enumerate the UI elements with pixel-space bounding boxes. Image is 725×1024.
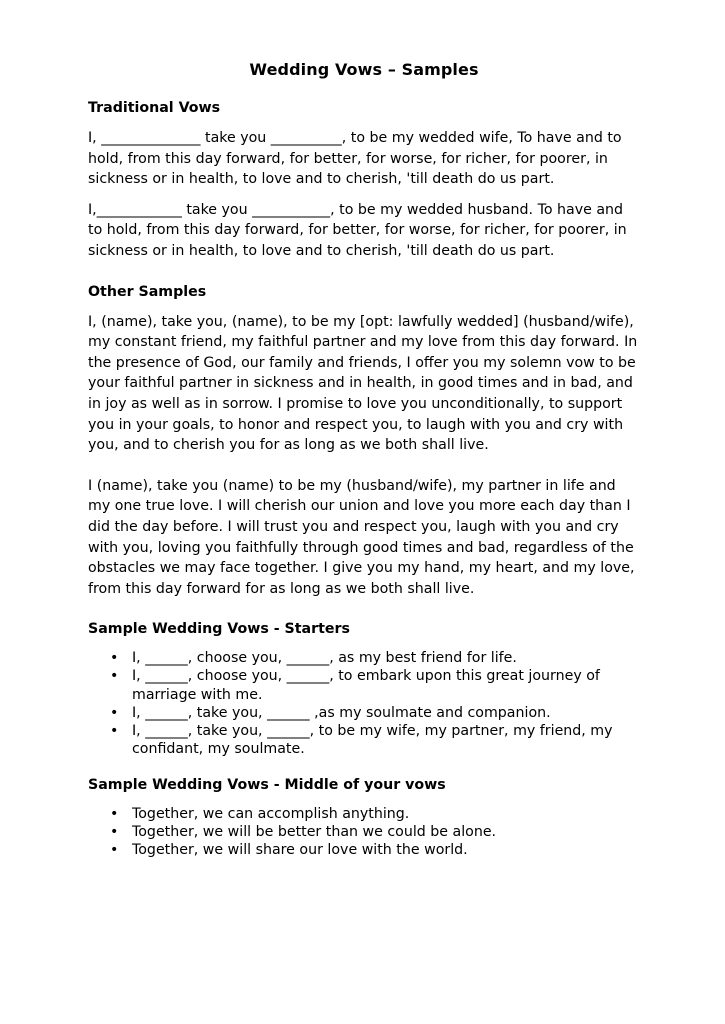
bullet-icon: •	[110, 823, 119, 840]
list-item-text: Together, we can accomplish anything.	[132, 805, 410, 822]
list-item	[88, 667, 640, 703]
list-item	[88, 841, 640, 859]
traditional-vow-husband: I,____________ take you ___________, to be my wedded husband. To have and to hold, from this day forward, for better, for worse, for richer, for poorer, in sickness or in health, to love and to cherish, 'till death do us part.	[88, 201, 627, 259]
section-heading-other-samples: Other Samples	[88, 283, 207, 300]
bullet-icon: •	[110, 841, 119, 858]
list-item-text: I, ______, choose you, ______, to embark upon this great journey of marriage with me.	[132, 668, 600, 703]
traditional-vow-wife: I, ______________ take you __________, to be my wedded wife, To have and to hold, from this day forward, for better, for worse, for richer, for poorer, in sickness or in health, to love and to cherish, 'till death do us part.	[88, 130, 622, 188]
list-item-text: I, ______, take you, ______, to be my wife, my partner, my friend, my confidant, my soulmate.	[132, 723, 613, 758]
other-sample-paragraph: I, (name), take you, (name), to be my [opt: lawfully wedded] (husband/wife), my constant friend, my faithful partner and my love from this day forward. In the presence of God, our family and friends, I offer you my solemn vow to be your faithful partner in sickness and in health, in good times and in bad, and in joy as well as in sorrow. I promise to love you unconditionally, to support you in your goals, to honor and respect you, to laugh with you and cry with you, and to cherish you for as long as we both shall live.	[88, 313, 638, 454]
list-item-text: Together, we will share our love with the world.	[132, 841, 468, 858]
bullet-icon: •	[110, 650, 119, 667]
list-item-text: Together, we will be better than we could be alone.	[132, 823, 497, 840]
bullet-icon: •	[110, 723, 119, 740]
document-title: Wedding Vows – Samples	[249, 60, 479, 79]
document-page	[88, 58, 640, 875]
list-item	[88, 649, 640, 667]
list-item	[88, 704, 640, 722]
list-item-text: I, ______, choose you, ______, as my best friend for life.	[132, 650, 517, 667]
bullet-icon: •	[110, 704, 119, 721]
middle-vows-list	[88, 805, 640, 860]
list-item	[88, 823, 640, 841]
section-heading-starters: Sample Wedding Vows - Starters	[88, 621, 350, 638]
starters-list	[88, 649, 640, 758]
section-heading-traditional-vows: Traditional Vows	[88, 100, 221, 116]
other-sample-paragraph: I (name), take you (name) to be my (husband/wife), my partner in life and my one true love. I will cherish our union and love you more each day than I did the day before. I will trust you and respect you, laugh with you and cry with you, loving you faithfully through good times and bad, regardless of the obstacles we may face together. I give you my hand, my heart, and my love, from this day forward for as long as we both shall live.	[88, 477, 635, 597]
list-item-text: I, ______, take you, ______ ,as my soulmate and companion.	[132, 704, 551, 721]
section-heading-middle-of-vows: Sample Wedding Vows - Middle of your vows	[88, 776, 446, 793]
list-item	[88, 805, 640, 823]
bullet-icon: •	[110, 805, 119, 822]
bullet-icon: •	[110, 668, 119, 685]
list-item	[88, 722, 640, 758]
